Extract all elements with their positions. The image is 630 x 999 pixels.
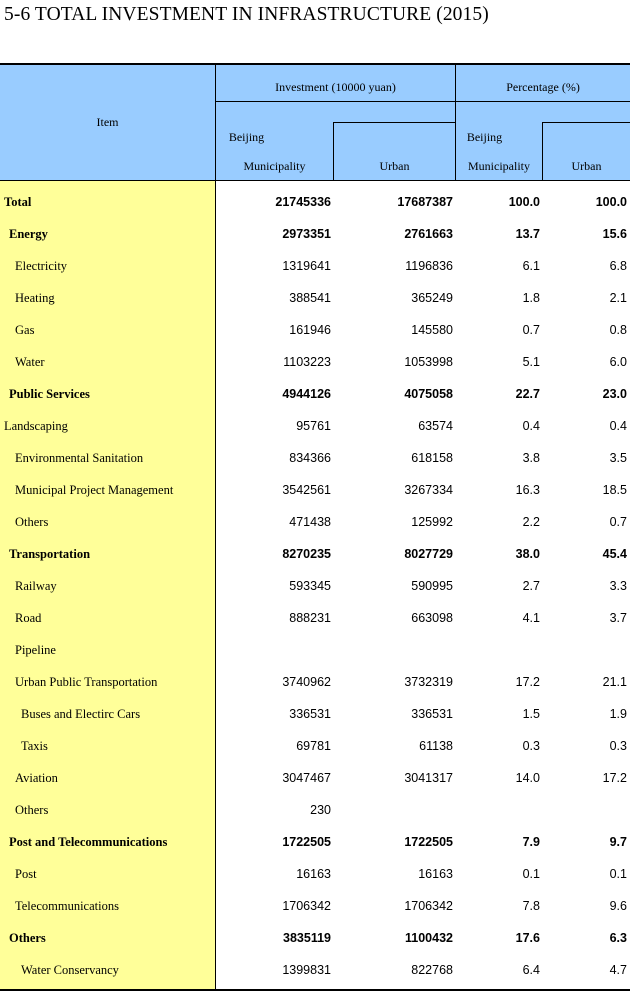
row-label: Energy [9, 227, 48, 241]
percentage-urban-cell [543, 794, 627, 826]
percentage-beijing-cell [456, 794, 540, 826]
row-label: Railway [15, 579, 57, 593]
investment-urban-cell [334, 634, 453, 666]
row-label: Municipal Project Management [15, 483, 174, 497]
percentage-beijing-cell: 5.1 [522, 355, 540, 369]
table-row [0, 282, 630, 314]
table-header [0, 65, 630, 181]
row-label: Others [15, 515, 49, 529]
percentage-urban-cell: 3.3 [609, 579, 627, 593]
table-row [0, 570, 630, 602]
percentage-beijing-cell: 0.7 [522, 323, 540, 337]
row-label: Heating [15, 291, 55, 305]
investment-beijing-cell: 593345 [289, 579, 331, 593]
row-label: Post and Telecommunications [9, 835, 168, 849]
row-label: Telecommunications [15, 899, 119, 913]
investment-urban-cell: 8027729 [404, 547, 453, 561]
investment-beijing-cell: 1399831 [282, 963, 331, 977]
investment-beijing-cell: 3542561 [282, 483, 331, 497]
percentage-urban-cell [543, 634, 627, 666]
investment-beijing-cell: 161946 [289, 323, 331, 337]
investment-beijing-cell: 4944126 [282, 387, 331, 401]
table-row [0, 474, 630, 506]
percentage-beijing-cell: 3.8 [522, 451, 540, 465]
percentage-urban-cell: 45.4 [602, 547, 627, 561]
investment-beijing-cell: 230 [310, 803, 331, 817]
table-row [0, 666, 630, 698]
header-pct-urban: Urban [571, 159, 602, 173]
investment-urban-cell: 125992 [411, 515, 453, 529]
table-row [0, 506, 630, 538]
table-row [0, 186, 630, 218]
table-row [0, 346, 630, 378]
row-label: Public Services [9, 387, 90, 401]
row-label: Others [9, 931, 46, 945]
percentage-beijing-cell: 7.9 [522, 835, 540, 849]
percentage-urban-cell: 0.7 [609, 515, 627, 529]
investment-beijing-cell: 16163 [296, 867, 331, 881]
investment-beijing-cell: 336531 [289, 707, 331, 721]
table-row [0, 890, 630, 922]
percentage-urban-cell: 0.1 [609, 867, 627, 881]
percentage-beijing-cell: 1.8 [522, 291, 540, 305]
investment-beijing-cell: 388541 [289, 291, 331, 305]
percentage-urban-cell: 21.1 [602, 675, 627, 689]
row-label: Urban Public Transportation [15, 675, 158, 689]
table-row [0, 442, 630, 474]
investment-urban-cell: 822768 [411, 963, 453, 977]
investment-beijing-cell: 471438 [289, 515, 331, 529]
header-inv-beijing-line1 [216, 130, 333, 145]
investment-urban-cell: 63574 [418, 419, 453, 433]
header-pct-beijing-word: Beijing [466, 130, 503, 144]
investment-urban-cell: 1706342 [404, 899, 453, 913]
row-label: Buses and Electirc Cars [21, 707, 141, 721]
investment-urban-cell: 618158 [411, 451, 453, 465]
percentage-urban-cell: 3.5 [609, 451, 627, 465]
row-label: Transportation [9, 547, 91, 561]
investment-urban-cell: 17687387 [397, 195, 453, 209]
header-inv-urban: Urban [379, 159, 410, 173]
investment-beijing-cell: 3835119 [283, 931, 331, 945]
percentage-urban-cell: 9.6 [609, 899, 627, 913]
investment-beijing-cell: 1722505 [282, 835, 331, 849]
percentage-beijing-cell: 17.2 [515, 675, 540, 689]
table-row [0, 218, 630, 250]
percentage-beijing-cell: 6.4 [522, 963, 540, 977]
investment-urban-cell: 336531 [411, 707, 453, 721]
header-urban-rule-percentage [542, 122, 630, 123]
percentage-beijing-cell: 0.3 [522, 739, 540, 753]
percentage-urban-cell: 1.9 [609, 707, 627, 721]
investment-urban-cell: 3041317 [404, 771, 453, 785]
percentage-beijing-cell: 7.8 [522, 899, 540, 913]
header-inv-beijing-word: Beijing [228, 130, 265, 144]
investment-urban-cell: 1196836 [405, 259, 453, 273]
table-row [0, 922, 630, 954]
page-title: 5-6 TOTAL INVESTMENT IN INFRASTRUCTURE (2015) [4, 4, 489, 25]
row-label: Total [4, 195, 32, 209]
row-label: Water Conservancy [21, 963, 119, 977]
investment-urban-cell: 16163 [418, 867, 453, 881]
row-label: Others [15, 803, 49, 817]
header-investment: Investment (10000 yuan) [275, 80, 396, 94]
investment-beijing-cell: 3047467 [282, 771, 331, 785]
investment-urban-cell: 145580 [411, 323, 453, 337]
percentage-urban-cell: 0.8 [609, 323, 627, 337]
table-row [0, 730, 630, 762]
header-urban-rule-investment [333, 122, 455, 123]
table-row [0, 826, 630, 858]
investment-beijing-cell: 834366 [289, 451, 331, 465]
row-label: Water [15, 355, 45, 369]
header-percentage: Percentage (%) [506, 80, 580, 94]
percentage-urban-cell: 6.0 [609, 355, 627, 369]
percentage-urban-cell: 3.7 [609, 611, 627, 625]
investment-urban-cell: 663098 [411, 611, 453, 625]
investment-urban-cell: 1053998 [404, 355, 453, 369]
percentage-beijing-cell: 17.6 [515, 931, 540, 945]
percentage-beijing-cell [456, 634, 540, 666]
percentage-beijing-cell: 0.4 [522, 419, 540, 433]
investment-beijing-cell [216, 634, 331, 666]
percentage-beijing-cell: 14.0 [515, 771, 540, 785]
percentage-urban-cell: 15.6 [602, 227, 627, 241]
percentage-beijing-cell: 16.3 [515, 483, 540, 497]
percentage-beijing-cell: 100.0 [508, 195, 540, 209]
table-row [0, 314, 630, 346]
percentage-urban-cell: 0.3 [609, 739, 627, 753]
percentage-urban-cell: 6.3 [609, 931, 627, 945]
percentage-beijing-cell: 22.7 [515, 387, 540, 401]
investment-urban-cell: 3732319 [404, 675, 453, 689]
investment-beijing-cell: 888231 [289, 611, 331, 625]
table-row [0, 410, 630, 442]
table-row [0, 794, 630, 826]
row-label: Electricity [15, 259, 68, 273]
percentage-beijing-cell: 1.5 [522, 707, 540, 721]
investment-urban-cell: 4075058 [404, 387, 453, 401]
investment-beijing-cell: 95761 [296, 419, 331, 433]
row-label: Landscaping [4, 419, 68, 433]
table-row [0, 954, 630, 986]
investment-urban-cell: 1100432 [405, 931, 453, 945]
table-row [0, 378, 630, 410]
table-bottom-rule [0, 989, 630, 991]
table-row [0, 762, 630, 794]
percentage-urban-cell: 17.2 [602, 771, 627, 785]
row-label: Road [15, 611, 42, 625]
row-label: Environmental Sanitation [15, 451, 144, 465]
percentage-beijing-cell: 0.1 [522, 867, 540, 881]
table-row [0, 602, 630, 634]
investment-beijing-cell: 3740962 [282, 675, 331, 689]
header-pct-beijing-line2: Municipality [468, 159, 530, 173]
investment-beijing-cell: 1319641 [282, 259, 331, 273]
row-label: Taxis [21, 739, 48, 753]
header-inv-beijing-line2: Municipality [243, 159, 306, 173]
investment-beijing-cell: 1103223 [283, 355, 331, 369]
investment-beijing-cell: 8270235 [282, 547, 331, 561]
investment-urban-cell: 2761663 [404, 227, 453, 241]
row-label: Post [15, 867, 37, 881]
row-label: Pipeline [15, 643, 56, 657]
investment-urban-cell: 61138 [419, 739, 453, 753]
percentage-urban-cell: 4.7 [609, 963, 627, 977]
investment-urban-cell: 365249 [411, 291, 453, 305]
percentage-urban-cell: 0.4 [609, 419, 627, 433]
header-group-rule [215, 101, 630, 102]
row-label: Aviation [15, 771, 58, 785]
percentage-beijing-cell: 2.2 [522, 515, 540, 529]
header-item: Item [96, 115, 119, 129]
investment-beijing-cell: 2973351 [282, 227, 331, 241]
table-row [0, 634, 630, 666]
percentage-beijing-cell: 6.1 [522, 259, 540, 273]
investment-urban-cell: 3267334 [404, 483, 453, 497]
percentage-beijing-cell: 13.7 [515, 227, 540, 241]
table-row [0, 698, 630, 730]
table-row [0, 858, 630, 890]
percentage-beijing-cell: 4.1 [522, 611, 540, 625]
percentage-beijing-cell: 38.0 [515, 547, 540, 561]
percentage-urban-cell: 2.1 [609, 291, 627, 305]
row-label: Gas [15, 323, 35, 337]
investment-urban-cell: 1722505 [404, 835, 453, 849]
percentage-beijing-cell: 2.7 [522, 579, 540, 593]
percentage-urban-cell: 6.8 [609, 259, 627, 273]
percentage-urban-cell: 100.0 [595, 195, 627, 209]
header-pct-beijing-line1 [456, 130, 542, 145]
investment-beijing-cell: 21745336 [275, 195, 331, 209]
percentage-urban-cell: 23.0 [602, 387, 627, 401]
investment-urban-cell [334, 794, 453, 826]
table-row [0, 538, 630, 570]
percentage-urban-cell: 18.5 [602, 483, 627, 497]
percentage-urban-cell: 9.7 [609, 835, 627, 849]
table-row [0, 250, 630, 282]
investment-urban-cell: 590995 [411, 579, 453, 593]
investment-beijing-cell: 1706342 [282, 899, 331, 913]
investment-beijing-cell: 69781 [296, 739, 331, 753]
